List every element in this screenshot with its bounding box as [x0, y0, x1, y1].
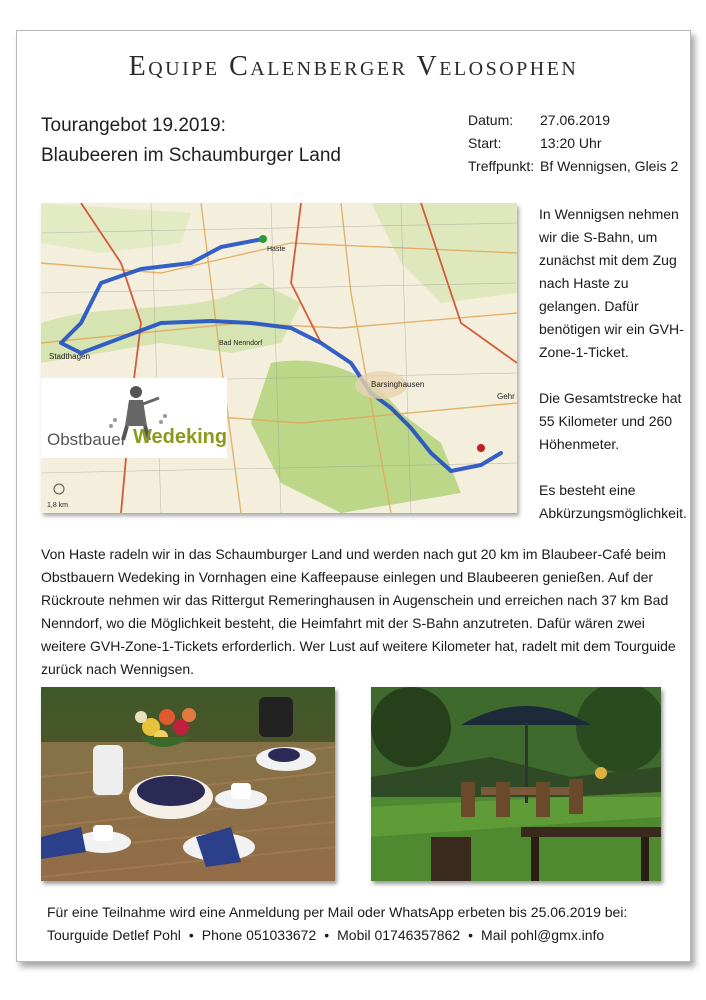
tour-title — [41, 111, 341, 171]
photo-blueberry-cake — [41, 687, 335, 881]
tour-info — [468, 109, 678, 178]
tour-description: Von Haste radeln wir in das Schaumburger Land und werden nach gut 20 km im Blaubeer-Café beim Obstbauern Wedeking in Vornhagen eine Kaffeepause einlegen und Blaubeeren genießen. Auf der Rückroute nehmen wir das Rittergut Remeringhausen in Augenschein und erreichen nach 37 km Bad Nenndorf, wo die Möglichkeit besteht, die Heimfahrt mit der S-Bahn anzutreten. Dafür wären zwei weitere GVH-Zone-1-Tickets erforderlich. Wer Lust auf weitere Kilometer hat, radelt mit dem Tourguide zurück nach Wennigsen. — [41, 546, 676, 677]
side-paragraph-sbahn: In Wennigsen nehmen wir die S-Bahn, um zunächst mit dem Zug nach Haste zu gelangen. Dafür benötigen wir ein GVH-Zone-1-Ticket. — [539, 206, 684, 360]
contact-line — [47, 924, 627, 947]
bullet-separator: • — [324, 927, 330, 943]
tour-name: Blaubeeren im Schaumburger Land — [41, 145, 341, 166]
logo-word-obstbauer: Obstbauer — [47, 430, 127, 449]
meet-value: Bf Wennigsen, Gleis 2 — [540, 158, 679, 174]
photo-garden-cafe — [371, 687, 661, 881]
route-map — [41, 203, 517, 513]
cake-table-image — [41, 687, 335, 881]
date-value: 27.06.2019 — [540, 112, 611, 128]
place-gehr: Gehr — [497, 392, 515, 401]
mobile-number: Mobil 01746357862 — [337, 927, 461, 943]
phone-number: Phone 051033672 — [201, 927, 317, 943]
side-notes — [539, 203, 689, 548]
registration-footer — [47, 901, 627, 947]
bullet-separator: • — [468, 927, 474, 943]
map-graphic — [41, 203, 517, 513]
start-value: 13:20 Uhr — [540, 135, 602, 151]
side-paragraph-distance: Die Gesamtstrecke hat 55 Kilometer und 260 Höhenmeter. — [539, 390, 682, 452]
place-stadthagen: Stadthagen — [49, 352, 90, 361]
logo-panel — [41, 378, 227, 458]
club-name: Equipe Calenberger Velosophen — [128, 51, 579, 82]
registration-note: Für eine Teilnahme wird eine Anmeldung per Mail oder WhatsApp erbeten bis 25.06.2019 bei: — [47, 904, 628, 920]
side-paragraph-shortcut: Es besteht eine Abkürzungsmöglichkeit. — [539, 482, 687, 521]
guide-name: Tourguide Detlef Pohl — [47, 927, 181, 943]
mail-address[interactable]: Mail pohl@gmx.info — [481, 927, 605, 943]
tour-number: Tourangebot 19.2019: — [41, 115, 226, 136]
place-barsinghausen: Barsinghausen — [371, 380, 425, 389]
map-scale: 1,8 km — [47, 502, 69, 509]
start-label: Start: — [468, 135, 502, 151]
place-bad-nenndorf: Bad Nenndorf — [219, 340, 263, 347]
place-haste: Haste — [267, 246, 286, 253]
meet-label: Treffpunkt: — [468, 158, 535, 174]
bullet-separator: • — [188, 927, 194, 943]
date-label: Datum: — [468, 112, 514, 128]
logo-word-wedeking: Wedeking — [133, 426, 228, 448]
flyer-page — [16, 30, 691, 962]
garden-image — [371, 687, 661, 881]
